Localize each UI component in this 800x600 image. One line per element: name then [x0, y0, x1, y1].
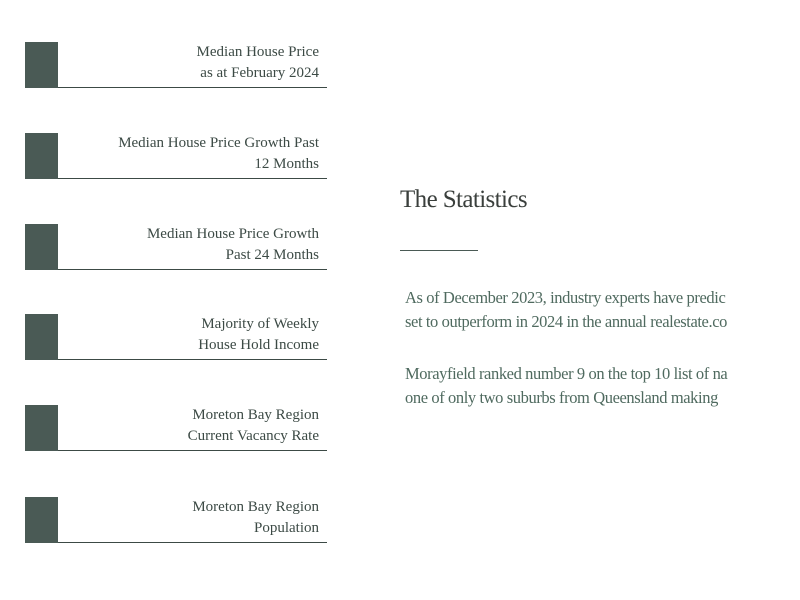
stat-label-line1: Median House Price Growth Past: [118, 135, 319, 151]
stat-divider: [58, 87, 327, 88]
stat-label-line1: Moreton Bay Region: [192, 407, 319, 423]
stat-label-line2: Past 24 Months: [225, 247, 319, 263]
stat-marker: [25, 42, 58, 88]
stat-divider: [58, 269, 327, 270]
stat-row-population: [25, 497, 327, 543]
paragraph-forecast: [405, 286, 800, 334]
stat-marker: [25, 405, 58, 451]
stat-marker: [25, 314, 58, 360]
stat-divider: [58, 359, 327, 360]
stat-marker: [25, 224, 58, 270]
stat-divider: [58, 542, 327, 543]
paragraph-line: Morayfield ranked number 9 on the top 10 list of na: [405, 364, 728, 383]
stat-label: [69, 405, 319, 447]
stat-row-growth-12-months: [25, 133, 327, 179]
stat-divider: [58, 450, 327, 451]
paragraph-line: one of only two suburbs from Queensland making: [405, 388, 718, 407]
stat-label: [69, 497, 319, 539]
stat-label: [69, 42, 319, 84]
stat-label-line2: as at February 2024: [200, 65, 319, 81]
stat-label-line2: 12 Months: [254, 156, 319, 172]
stat-marker: [25, 133, 58, 179]
stat-label: [69, 224, 319, 266]
stat-label-line1: Majority of Weekly: [201, 316, 319, 332]
stat-label-line2: Population: [253, 520, 319, 536]
stat-label: [69, 314, 319, 356]
stat-row-weekly-income: [25, 314, 327, 360]
paragraph-line: set to outperform in 2024 in the annual realestate.co: [405, 312, 727, 331]
stat-marker: [25, 497, 58, 543]
stat-row-median-house-price: [25, 42, 327, 88]
stat-row-growth-24-months: [25, 224, 327, 270]
section-heading: The Statistics: [400, 186, 528, 213]
stat-label-line2: House Hold Income: [198, 337, 319, 353]
paragraph-line: As of December 2023, industry experts have predic: [405, 288, 726, 307]
heading-divider: [400, 250, 478, 251]
stat-label-line1: Median House Price Growth: [146, 226, 319, 242]
paragraph-ranking: [405, 362, 800, 410]
stat-label-line2: Current Vacancy Rate: [187, 428, 319, 444]
stat-divider: [58, 178, 327, 179]
stat-label-line1: Median House Price: [196, 44, 319, 60]
stats-list: [25, 0, 330, 600]
stat-label: [69, 133, 319, 175]
stat-label-line1: Moreton Bay Region: [192, 499, 319, 515]
stat-row-vacancy-rate: [25, 405, 327, 451]
